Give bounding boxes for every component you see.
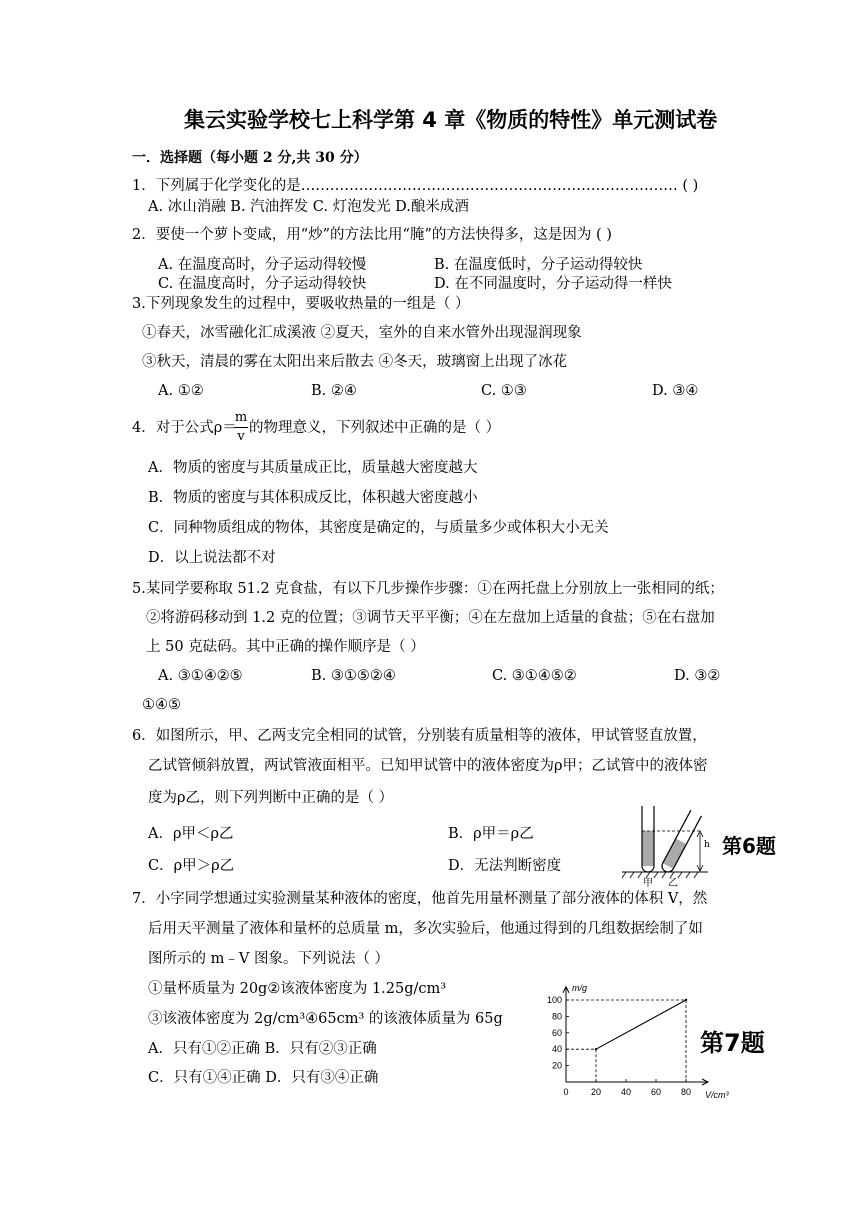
- x-tick-label: 80: [680, 1087, 692, 1097]
- q1-options: A. 冰山消融 B. 汽油挥发 C. 灯泡发光 D.酿米成酒: [148, 199, 469, 215]
- q7-statement-1: ①量杯质量为 20g②该液体密度为 1.25g/cm³: [148, 981, 447, 997]
- y-tick-label: 40: [551, 1044, 562, 1055]
- q4-formula-numerator: m: [234, 410, 248, 425]
- q5-option-c: C. ③①④⑤②: [492, 668, 577, 684]
- q3-option-a: A. ①②: [158, 383, 204, 399]
- x-tick-label: 40: [620, 1087, 632, 1097]
- tube-label-jia: 甲: [643, 878, 653, 889]
- q3-line1: ①春天，冰雪融化汇成溪液 ②夏天，室外的自来水管外出现湿润现象: [142, 325, 582, 341]
- y-tick-label: 60: [551, 1027, 562, 1038]
- q2-option-b: B. 在温度低时，分子运动得较快: [434, 257, 643, 273]
- q4-stem-post: 的物理意义，下列叙述中正确的是（ ）: [249, 420, 501, 436]
- q2-option-d: D. 在不同温度时，分子运动得一样快: [434, 276, 672, 292]
- q6-option-b: B．ρ甲＝ρ乙: [448, 826, 534, 842]
- x-tick-label: 20: [590, 1087, 602, 1097]
- q2-option-a: A. 在温度高时，分子运动得较慢: [158, 257, 367, 273]
- q6-option-d: D．无法判断密度: [448, 858, 562, 874]
- section-heading: 一．选择题（每小题 2 分,共 30 分）: [132, 150, 368, 166]
- q1-stem: 1．下列属于化学变化的是…………………………………………………………………… ( ): [132, 178, 699, 194]
- q3-option-b: B. ②④: [311, 383, 357, 399]
- q7-options-line2: C．只有①④正确 D．只有③④正确: [148, 1070, 379, 1086]
- q4-option-b: B．物质的密度与其体积成反比，体积越大密度越小: [148, 490, 478, 506]
- y-tick-label: 100: [546, 995, 562, 1005]
- q7-statement-2: ③该液体密度为 2g/cm³④65cm³ 的该液体质量为 65g: [148, 1011, 503, 1027]
- q4-option-a: A．物质的密度与其质量成正比，质量越大密度越大: [148, 460, 478, 476]
- q6-line3: 度为ρ乙，则下列判断中正确的是（ ）: [148, 790, 394, 806]
- q7-line2: 后用天平测量了液体和量杯的总质量 m，多次实验后，他通过得到的几组数据绘制了如: [148, 921, 703, 937]
- y-tick-label: 20: [551, 1060, 562, 1071]
- data-point: [595, 1048, 597, 1050]
- q4-option-c: C．同种物质组成的物体，其密度是确定的，与质量多少或体积大小无关: [148, 520, 609, 536]
- q4-formula-denominator: v: [237, 429, 245, 444]
- q2-option-c: C. 在温度高时，分子运动得较快: [158, 276, 367, 292]
- h-label: h: [704, 840, 710, 850]
- q7-line3: 图所示的 m﹣V 图象。下列说法（ ）: [148, 951, 390, 967]
- data-point: [685, 999, 687, 1001]
- m-v-graph: [530, 976, 760, 1106]
- tube-label-yi: 乙: [668, 878, 678, 889]
- q3-stem: 3.下列现象发生的过程中，要吸收热量的一组是（ ）: [132, 296, 470, 312]
- q5-option-b: B. ③①⑤②④: [311, 668, 396, 684]
- q3-option-d: D. ③④: [652, 383, 699, 399]
- x-axis-label: V/cm³: [705, 1090, 729, 1100]
- q6-line2: 乙试管倾斜放置，两试管液面相平。已知甲试管中的液体密度为ρ甲；乙试管中的液体密: [148, 758, 708, 774]
- y-axis-label: m/g: [572, 982, 588, 993]
- q7-line1: 7．小字同学想通过实验测量某种液体的密度，他首先用量杯测量了部分液体的体积 V，然: [132, 891, 708, 907]
- q5-line2: ②将游码移动到 1.2 克的位置；③调节天平平衡；④在左盘加上适量的食盐；⑤在右盘加: [146, 610, 715, 626]
- q5-option-d-cont: ①④⑤: [142, 697, 181, 713]
- x-tick-label: 0: [563, 1087, 569, 1097]
- q5-line3: 上 50 克砝码。其中正确的操作顺序是（ ）: [146, 639, 425, 655]
- y-tick-label: 80: [551, 1011, 562, 1022]
- q6-option-a: A．ρ甲＜ρ乙: [148, 826, 234, 842]
- q5-line1: 5.某同学要称取 51.2 克食盐，有以下几步操作步骤：①在两托盘上分别放上一张相同的纸；: [132, 581, 724, 597]
- q6-line1: 6．如图所示，甲、乙两支完全相同的试管，分别装有质量相等的液体，甲试管竖直放置，: [132, 728, 707, 744]
- q3-line2: ③秋天，清晨的雾在太阳出来后散去 ④冬天，玻璃窗上出现了冰花: [142, 354, 568, 370]
- x-tick-label: 60: [650, 1087, 662, 1097]
- q6-option-c: C．ρ甲＞ρ乙: [148, 858, 235, 874]
- q4-stem-pre: 4．对于公式ρ＝: [132, 420, 237, 436]
- figure-label-q6: 第6题: [722, 834, 776, 858]
- q3-option-c: C. ①③: [481, 383, 527, 399]
- q5-option-a: A. ③①④②⑤: [158, 668, 243, 684]
- fraction-bar: [234, 427, 248, 428]
- page-title: 集云实验学校七上科学第 4 章《物质的特性》单元测试卷: [184, 108, 718, 132]
- series-line: [596, 1000, 686, 1049]
- q4-option-d: D．以上说法都不对: [148, 550, 276, 566]
- figure-label-q7: 第7题: [700, 1029, 765, 1057]
- q7-options-line1: A．只有①②正确 B．只有②③正确: [148, 1041, 377, 1057]
- q2-stem: 2．要使一个萝卜变咸，用“炒”的方法比用“腌”的方法快得多，这是因为 ( ): [132, 227, 612, 243]
- q5-option-d: D. ③②: [674, 668, 721, 684]
